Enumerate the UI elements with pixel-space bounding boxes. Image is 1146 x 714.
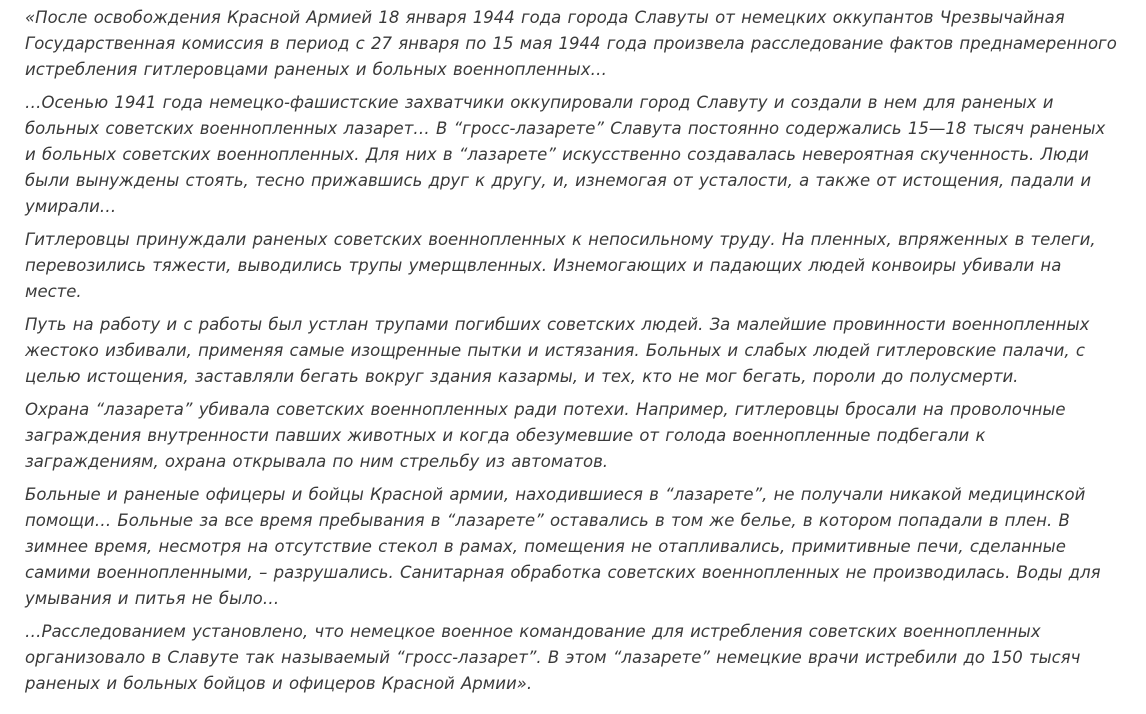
paragraph-lazaret-creation: …Осенью 1941 года немецко-фашистские захватчики оккупировали город Славуту и создали в нем для раненых и больных советских военнопленных лазарет… В “гросс-лазарете” Славута постоянно содержались 15—18 тысяч раненых и больных советских военнопленных. Для них в “лазарете” искусственно создавалась невероятная скученность. Люди были вынуждены стоять, тесно прижавшись друг к другу, и, изнемогая от усталости, а также от истощения, падали и умирали… <box>25 93 1106 216</box>
paragraph-forced-labor: Гитлеровцы принуждали раненых советских военнопленных к непосильному труду. На пленных, впряженных в телеги, перевозились тяжести, выводились трупы умерщвленных. Изнемогающих и падающих людей конвоиры убивали на месте. <box>25 230 1096 301</box>
paragraph-commission-investigation: «После освобождения Красной Армией 18 января 1944 года города Славуты от немецких оккупантов Чрезвычайная Государственная комиссия в период с 27 января по 15 мая 1944 года произвела расследование фактов преднамеренного истребления гитлеровцами раненых и больных военнопленных… <box>25 8 1117 79</box>
paragraph-torture: Путь на работу и с работы был устлан трупами погибших советских людей. За малейшие провинности военнопленных жестоко избивали, применяя самые изощренные пытки и истязания. Больных и слабых людей гитлеровские палачи, с целью истощения, заставляли бегать вокруг здания казармы, и тех, кто не мог бегать, пороли до полусмерти. <box>25 315 1090 386</box>
paragraph-no-medical-help: Больные и раненые офицеры и бойцы Красной армии, находившиеся в “лазарете”, не получали никакой медицинской помощи… Больные за все время пребывания в “лазарете” оставались в том же белье, в котором попадали в плен. В зимнее время, несмотря на отсутствие стекол в рамах, помещения не отапливались, примитивные печи, сделанные самими военнопленными, – разрушались. Санитарная обработка советских военнопленных не производилась. Воды для умывания и питья не было… <box>25 485 1101 608</box>
paragraph-investigation-conclusion: …Расследованием установлено, что немецкое военное командование для истребления советских военнопленных организовало в Славуте так называемый “гросс-лазарет”. В этом “лазарете” немецкие врачи истребили до 150 тысяч раненых и больных бойцов и офицеров Красной Армии». <box>25 622 1081 693</box>
paragraph-guards-shooting: Охрана “лазарета” убивала советских военнопленных ради потехи. Например, гитлеровцы бросали на проволочные заграждения внутренности павших животных и когда обезумевшие от голода военнопленные подбегали к заграждениям, охрана открывала по ним стрельбу из автоматов. <box>25 400 1066 471</box>
